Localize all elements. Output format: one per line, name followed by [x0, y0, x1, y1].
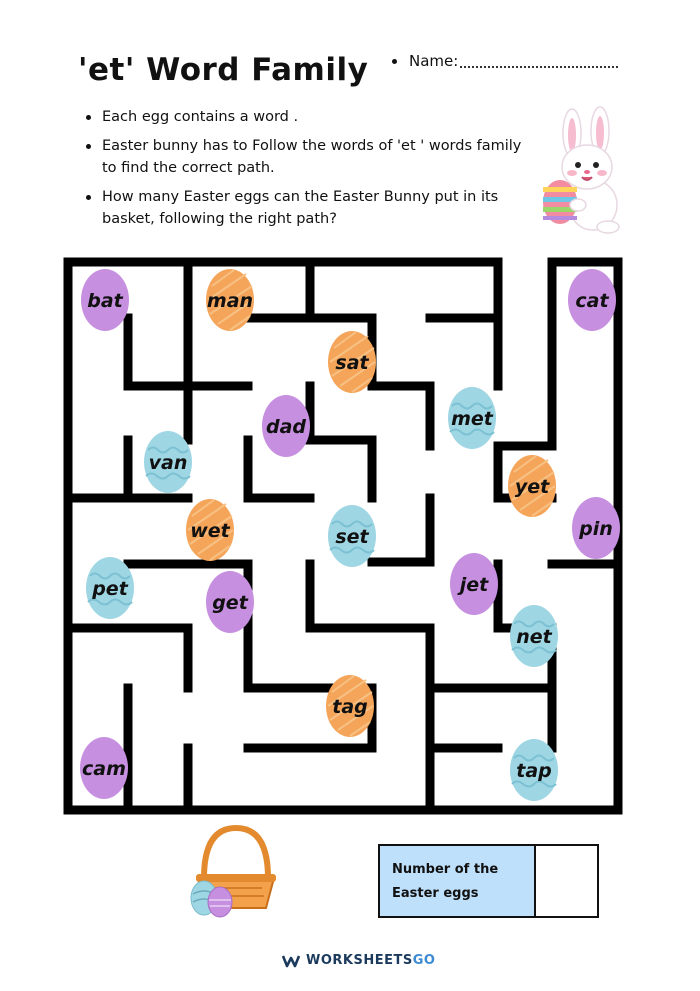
- instruction-item: Each egg contains a word .: [86, 106, 526, 128]
- brand-footer: [282, 953, 435, 968]
- egg-word: met: [451, 408, 493, 430]
- egg-get: [206, 571, 254, 633]
- egg-group: [80, 269, 620, 801]
- egg-pet: [86, 557, 134, 619]
- brand-text-1: WORKSHEETS: [306, 953, 413, 968]
- answer-label-line1: Number of the: [392, 862, 499, 877]
- egg-word: pin: [579, 518, 613, 540]
- egg-word: bat: [87, 290, 123, 312]
- answer-input-box[interactable]: [536, 846, 597, 916]
- egg-pin: [572, 497, 620, 559]
- egg-dad: [262, 395, 310, 457]
- egg-word: van: [148, 452, 188, 474]
- instruction-item: Easter bunny has to Follow the words of 'et ' words family to find the correct path.: [86, 135, 526, 179]
- egg-word: cat: [575, 290, 609, 312]
- egg-man: [206, 269, 254, 331]
- answer-label-line2: Easter eggs: [392, 886, 479, 901]
- egg-word: set: [335, 526, 369, 548]
- egg-word: cam: [82, 758, 126, 780]
- egg-wet: [186, 499, 234, 561]
- egg-cam: [80, 737, 128, 799]
- egg-word: net: [516, 626, 552, 648]
- egg-word: get: [212, 592, 248, 614]
- egg-word: yet: [514, 476, 550, 498]
- egg-set: [328, 505, 376, 567]
- egg-net: [510, 605, 558, 667]
- egg-word: tap: [516, 760, 552, 782]
- egg-word: sat: [335, 352, 369, 374]
- worksheetsgo-logo-icon: [282, 954, 300, 968]
- answer-label: [380, 846, 536, 916]
- egg-word: pet: [92, 578, 128, 600]
- egg-word: man: [206, 290, 254, 312]
- page-title: 'et' Word Family: [78, 52, 369, 88]
- egg-word: tag: [332, 696, 368, 718]
- egg-sat: [328, 331, 376, 393]
- answer-box: [378, 844, 599, 918]
- egg-word: jet: [459, 574, 489, 596]
- basket-icon: [186, 824, 276, 920]
- egg-van: [144, 431, 192, 493]
- name-label: Name:: [409, 52, 459, 70]
- egg-yet: [508, 455, 556, 517]
- instruction-item: How many Easter eggs can the Easter Bunny put in its basket, following the right path?: [86, 186, 526, 230]
- egg-tag: [326, 675, 374, 737]
- egg-word: dad: [265, 416, 307, 438]
- egg-jet: [450, 553, 498, 615]
- egg-met: [448, 387, 496, 449]
- egg-word: wet: [190, 520, 230, 542]
- egg-cat: [568, 269, 616, 331]
- brand-text-2: GO: [412, 953, 436, 968]
- egg-bat: [81, 269, 129, 331]
- egg-tap: [510, 739, 558, 801]
